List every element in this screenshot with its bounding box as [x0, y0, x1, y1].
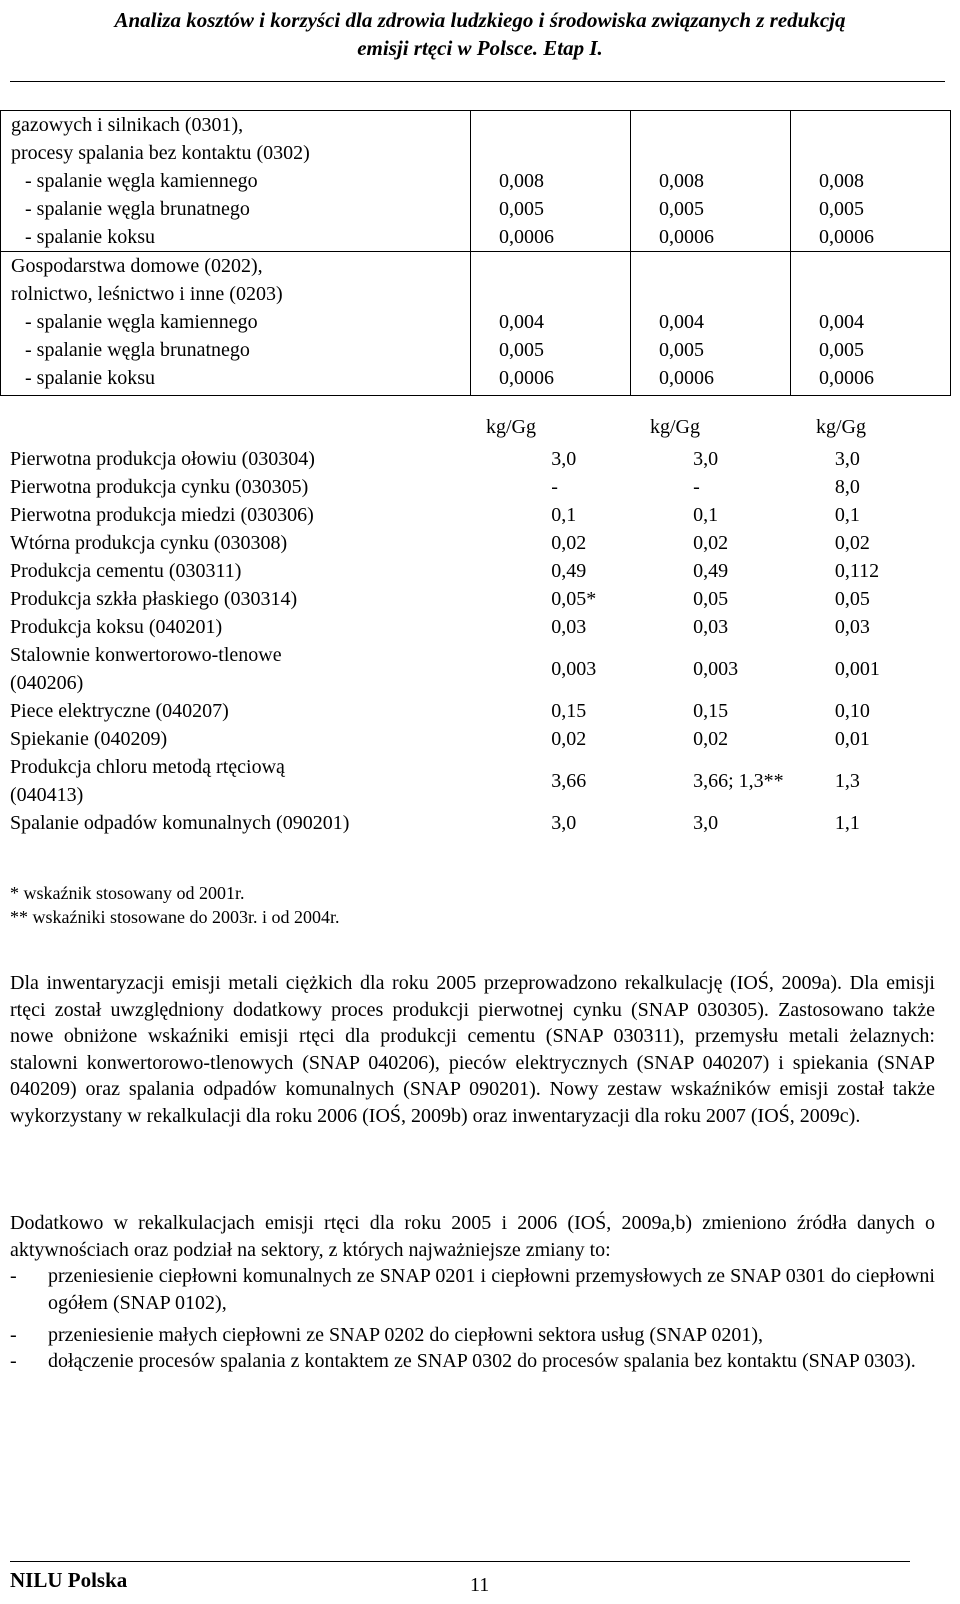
- value: 0,005: [499, 198, 544, 220]
- value: 0,03: [693, 616, 729, 638]
- value: 0,004: [819, 311, 864, 333]
- header-rule: [10, 81, 945, 82]
- row-label-line: - spalanie koksu: [25, 226, 155, 248]
- value: 0,05: [693, 588, 729, 610]
- row-label-line: Gospodarstwa domowe (0202),: [11, 255, 263, 277]
- row-label: Pierwotna produkcja miedzi (030306): [10, 504, 314, 526]
- table-row: [10, 501, 960, 529]
- row-label: Spalanie odpadów komunalnych (090201): [10, 812, 350, 834]
- list-dash: -: [10, 1350, 17, 1372]
- row-label-line: rolnictwo, leśnictwo i inne (0203): [11, 283, 283, 305]
- value: 0,1: [551, 504, 577, 526]
- page-number: 11: [470, 1574, 490, 1596]
- row-label: Pierwotna produkcja cynku (030305): [10, 476, 309, 498]
- table-cell-label: [1, 111, 471, 252]
- row-label-line: - spalanie węgla brunatnego: [25, 339, 250, 361]
- value: 0,005: [819, 339, 864, 361]
- unit-label: kg/Gg: [816, 416, 866, 438]
- header-line-1: Analiza kosztów i korzyści dla zdrowia ludzkiego i środowiska związanych z redukcją: [114, 8, 846, 32]
- value: 0,02: [693, 532, 729, 554]
- document-header: [0, 6, 960, 62]
- table-row: [10, 697, 960, 725]
- table-row: [10, 585, 960, 613]
- row-label-line: - spalanie węgla brunatnego: [25, 198, 250, 220]
- value: 0,02: [693, 728, 729, 750]
- value: 0,15: [551, 700, 587, 722]
- row-label: Pierwotna produkcja ołowiu (030304): [10, 448, 315, 470]
- value: 0,0006: [659, 226, 714, 248]
- value: 0,004: [499, 311, 544, 333]
- table-cell-values: [471, 252, 631, 396]
- value: 0,49: [693, 560, 729, 582]
- value: 0,003: [551, 658, 597, 680]
- footer-organization: NILU Polska: [10, 1568, 128, 1592]
- paragraph-recalculation: Dla inwentaryzacji emisji metali ciężkich dla roku 2005 przeprowadzono rekalkulację (IOŚ, 2009a). Dla emisji rtęci został uwzględniony dodatkowy proces produkcji pierwotnej cynku (SNAP 030305). Zastosowano także nowe obniżone wskaźniki emisji rtęci dla produkcji cementu (SNAP 030311), przemysłu metali żelaznych: stalowni konwertorowo-tlenowych (SNAP 040206), pieców elektrycznych (SNAP 040207) i spiekania (SNAP 040209) oraz spalania odpadów komunalnych (SNAP 090201). Nowy zestaw wskaźników emisji został także wykorzystany w rekalkulacji dla roku 2006 (IOŚ, 2009b) oraz inwentaryzacji dla roku 2007 (IOŚ, 2009c).: [10, 972, 935, 1127]
- value: 0,008: [659, 170, 704, 192]
- value: 0,008: [499, 170, 544, 192]
- value: 0,01: [834, 728, 870, 750]
- row-label-line: gazowych i silnikach (0301),: [11, 114, 244, 136]
- value: 0,0006: [499, 226, 554, 248]
- value: 1,3: [834, 770, 860, 792]
- value: 0,02: [834, 532, 870, 554]
- value: 0,02: [551, 532, 587, 554]
- list-item-text: dołączenie procesów spalania z kontaktem ze SNAP 0302 do procesów spalania bez kontaktu (SNAP 0303).: [48, 1350, 916, 1372]
- table-row: [10, 725, 960, 753]
- table-row: [10, 809, 960, 837]
- row-label: Stalownie konwertorowo-tlenowe (040206): [10, 644, 282, 694]
- table-row: [10, 641, 960, 697]
- row-label: Piece elektryczne (040207): [10, 700, 229, 722]
- table-cell-values: [791, 252, 951, 396]
- row-label-line: procesy spalania bez kontaktu (0302): [11, 142, 310, 164]
- list-item: [10, 1322, 935, 1349]
- row-label-line: - spalanie koksu: [25, 367, 155, 389]
- unit-label: kg/Gg: [486, 416, 536, 438]
- list-item-text: przeniesienie małych ciepłowni ze SNAP 0202 do ciepłowni sektora usług (SNAP 0201),: [48, 1324, 764, 1346]
- table-row: [1, 252, 951, 396]
- value: 0,1: [693, 504, 719, 526]
- footer-rule: [10, 1561, 910, 1562]
- row-label: Produkcja szkła płaskiego (030314): [10, 588, 298, 610]
- row-label-line: - spalanie węgla kamiennego: [25, 311, 258, 333]
- value: 0,10: [834, 700, 870, 722]
- table-cell-values: [631, 252, 791, 396]
- value: -: [551, 476, 558, 498]
- value: 3,0: [834, 448, 860, 470]
- value: 0,004: [659, 311, 704, 333]
- row-label: Wtórna produkcja cynku (030308): [10, 532, 288, 554]
- header-line-2: emisji rtęci w Polsce. Etap I.: [357, 36, 603, 60]
- value: 0,02: [551, 728, 587, 750]
- value: 0,003: [693, 658, 739, 680]
- list-dash: -: [10, 1265, 17, 1287]
- table-row: [10, 753, 960, 809]
- value: 0,112: [834, 560, 880, 582]
- value: 0,005: [499, 339, 544, 361]
- value: 0,005: [659, 339, 704, 361]
- row-label: Produkcja koksu (040201): [10, 616, 223, 638]
- value: 8,0: [834, 476, 860, 498]
- unit-label: kg/Gg: [650, 416, 700, 438]
- value: 0,001: [834, 658, 880, 680]
- table-cell-label: [1, 252, 471, 396]
- table-row: [10, 613, 960, 641]
- emission-factor-table-industry: [10, 445, 960, 837]
- value: 1,1: [834, 812, 860, 834]
- value: 3,66; 1,3**: [693, 770, 784, 792]
- row-label: Produkcja chloru metodą rtęciową (040413): [10, 756, 285, 806]
- list-item: [10, 1348, 935, 1375]
- table-row: [10, 473, 960, 501]
- value: 0,05: [834, 588, 870, 610]
- footnote: * wskaźnik stosowany od 2001r.: [10, 883, 245, 903]
- value: 0,0006: [819, 226, 874, 248]
- list-item-text: przeniesienie ciepłowni komunalnych ze SNAP 0201 i ciepłowni przemysłowych ze SNAP 0301 do ciepłowni ogółem (SNAP 0102),: [48, 1265, 935, 1314]
- value: 3,66: [551, 770, 587, 792]
- list-item: [10, 1263, 935, 1316]
- row-label-line: - spalanie węgla kamiennego: [25, 170, 258, 192]
- row-label: Spiekanie (040209): [10, 728, 168, 750]
- table-cell-values: [631, 111, 791, 252]
- paragraph-changes-intro: Dodatkowo w rekalkulacjach emisji rtęci dla roku 2005 i 2006 (IOŚ, 2009a,b) zmieniono źródła danych o aktywnościach oraz podział na sektory, z których najważniejsze zmiany to:: [10, 1212, 935, 1261]
- value: 0,1: [834, 504, 860, 526]
- table-row: [10, 445, 960, 473]
- table-row: [1, 111, 951, 252]
- value: 0,005: [819, 198, 864, 220]
- value: 3,0: [551, 812, 577, 834]
- table-cell-values: [471, 111, 631, 252]
- value: 0,15: [693, 700, 729, 722]
- table-row: [10, 557, 960, 585]
- value: 0,0006: [499, 367, 554, 389]
- value: 3,0: [693, 448, 719, 470]
- footnote: ** wskaźniki stosowane do 2003r. i od 2004r.: [10, 907, 340, 927]
- value: 0,008: [819, 170, 864, 192]
- value: 3,0: [551, 448, 577, 470]
- table-cell-values: [791, 111, 951, 252]
- value: 0,03: [551, 616, 587, 638]
- row-label: Produkcja cementu (030311): [10, 560, 242, 582]
- value: 0,0006: [819, 367, 874, 389]
- value: 3,0: [693, 812, 719, 834]
- value: -: [693, 476, 700, 498]
- value: 0,05*: [551, 588, 597, 610]
- value: 0,49: [551, 560, 587, 582]
- list-dash: -: [10, 1324, 17, 1346]
- value: 0,005: [659, 198, 704, 220]
- table-row: [10, 529, 960, 557]
- value: 0,0006: [659, 367, 714, 389]
- value: 0,03: [834, 616, 870, 638]
- emission-factor-table-combustion: [0, 110, 951, 396]
